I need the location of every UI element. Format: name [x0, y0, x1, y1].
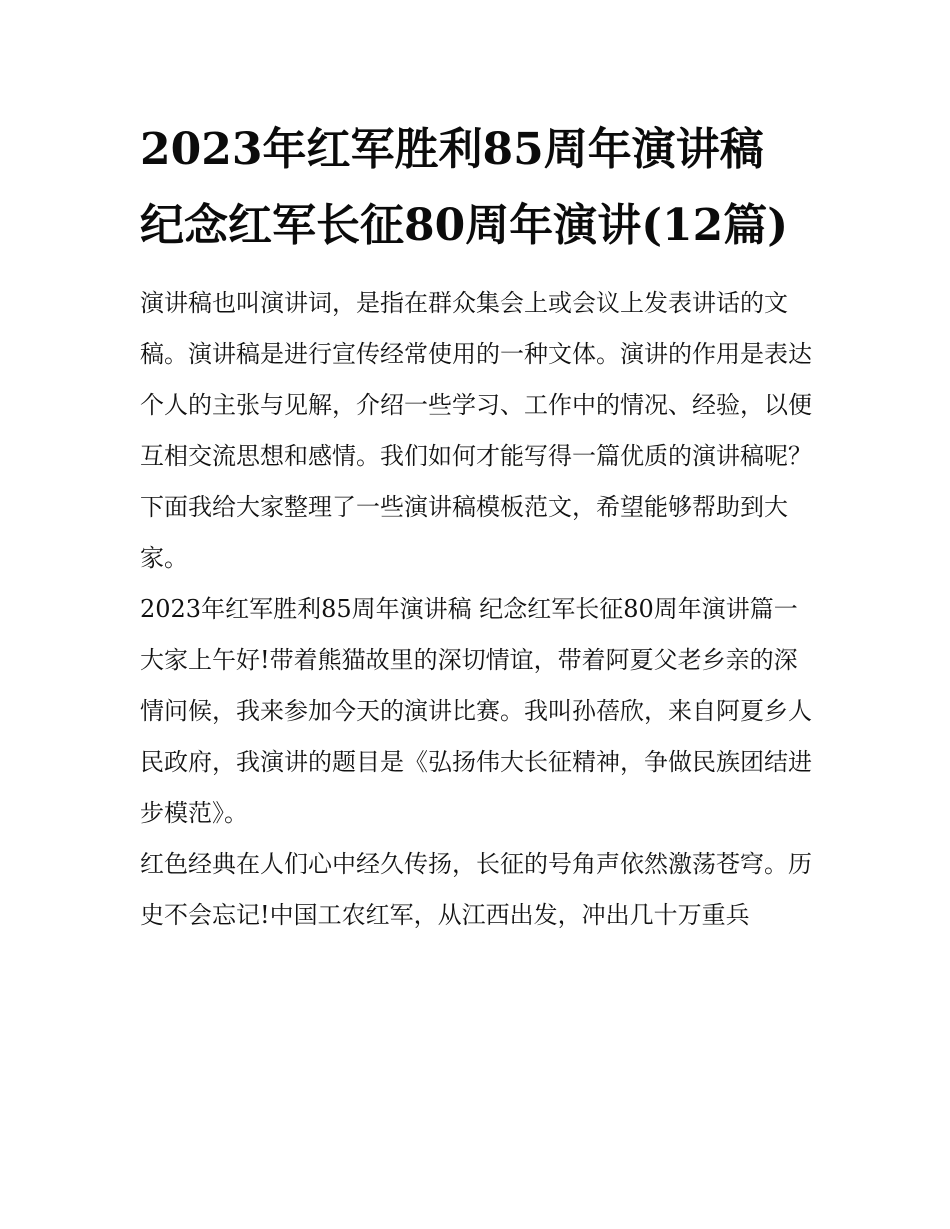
document-title: 2023年红军胜利85周年演讲稿 纪念红军长征80周年演讲(12篇)	[140, 124, 789, 251]
document-page	[140, 112, 820, 941]
intro-paragraph: 演讲稿也叫演讲词，是指在群众集会上或会议上发表讲话的文稿。演讲稿是进行宣传经常使用的一种文体。演讲的作用是表达个人的主张与见解，介绍一些学习、工作中的情况、经验，以便互相交流思想和感情。我们如何才能写得一篇优质的演讲稿呢？下面我给大家整理了一些演讲稿模板范文，希望能够帮助到大家。	[140, 289, 812, 572]
section-heading: 2023年红军胜利85周年演讲稿 纪念红军长征80周年演讲篇一	[140, 595, 798, 623]
body-paragraph-2: 红色经典在人们心中经久传扬，长征的号角声依然激荡苍穹。历史不会忘记!中国工农红军，从江西出发，冲出几十万重兵	[140, 850, 812, 929]
body-paragraph-1: 大家上午好!带着熊猫故里的深切情谊，带着阿夏父老乡亲的深情问候，我来参加今天的演讲比赛。我叫孙蓓欣，来自阿夏乡人民政府，我演讲的题目是《弘扬伟大长征精神，争做民族团结进步模范》。	[140, 646, 812, 827]
